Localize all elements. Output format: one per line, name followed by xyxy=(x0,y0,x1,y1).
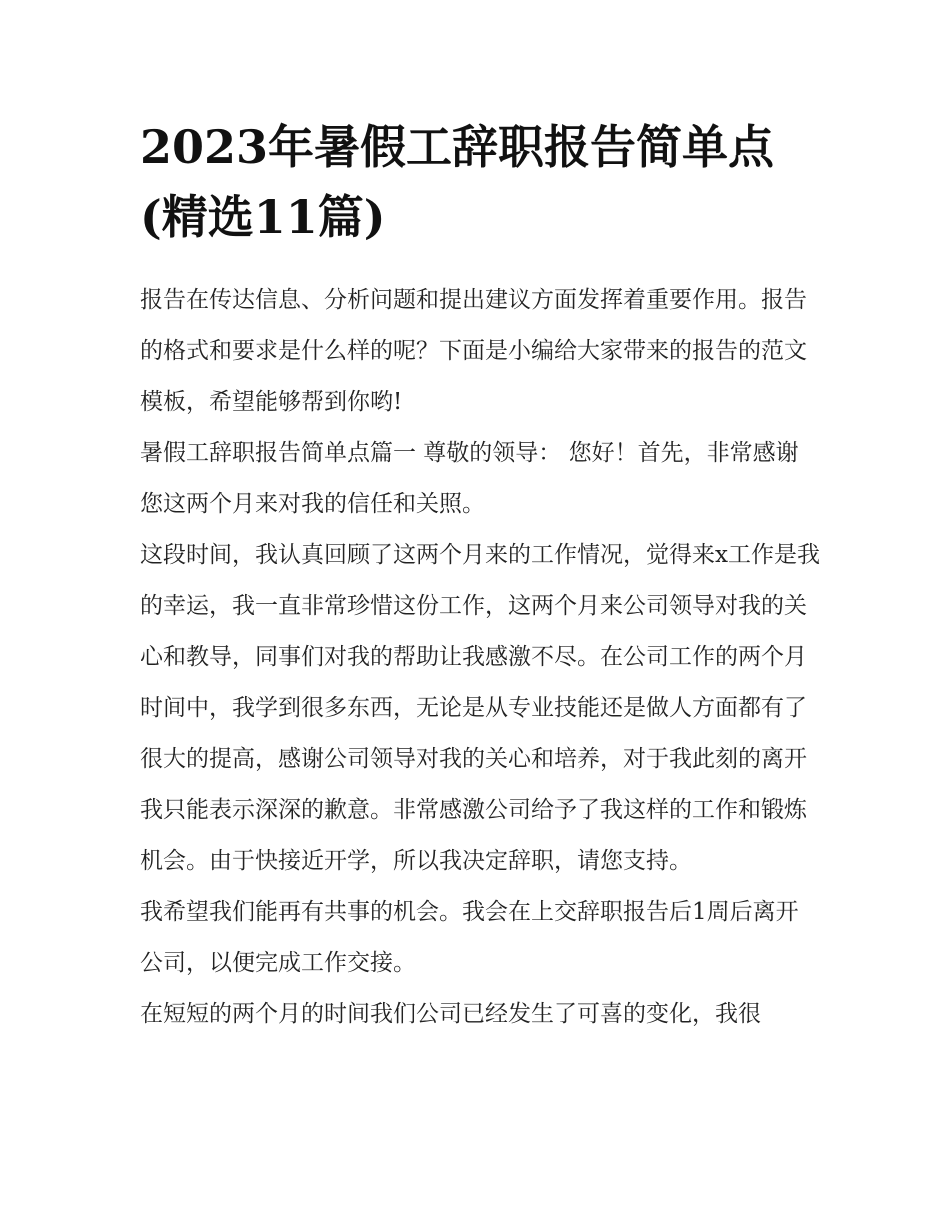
paragraph-intro: 报告在传达信息、分析问题和提出建议方面发挥着重要作用。报告的格式和要求是什么样的呢？下面是小编给大家带来的报告的范文模板，希望能够帮到你哟! xyxy=(140,287,807,415)
document-body xyxy=(140,275,820,1040)
document-title: 2023年暑假工辞职报告简单点(精选11篇) xyxy=(140,120,775,244)
paragraph-changes: 在短短的两个月的时间我们公司已经发生了可喜的变化，我很 xyxy=(140,1001,761,1027)
paragraph-handover: 我希望我们能再有共事的机会。我会在上交辞职报告后1周后离开公司，以便完成工作交接。 xyxy=(140,899,799,976)
paragraph-greeting: 暑假工辞职报告简单点篇一 尊敬的领导： 您好！首先，非常感谢您这两个月来对我的信任和关照。 xyxy=(140,440,799,517)
paragraph-reflection: 这段时间，我认真回顾了这两个月来的工作情况，觉得来x工作是我的幸运，我一直非常珍惜这份工作，这两个月来公司领导对我的关心和教导，同事们对我的帮助让我感激不尽。在公司工作的两个月时间中，我学到很多东西，无论是从专业技能还是做人方面都有了很大的提高，感谢公司领导对我的关心和培养，对于我此刻的离开我只能表示深深的歉意。非常感激公司给予了我这样的工作和锻炼机会。由于快接近开学，所以我决定辞职，请您支持。 xyxy=(140,542,820,874)
